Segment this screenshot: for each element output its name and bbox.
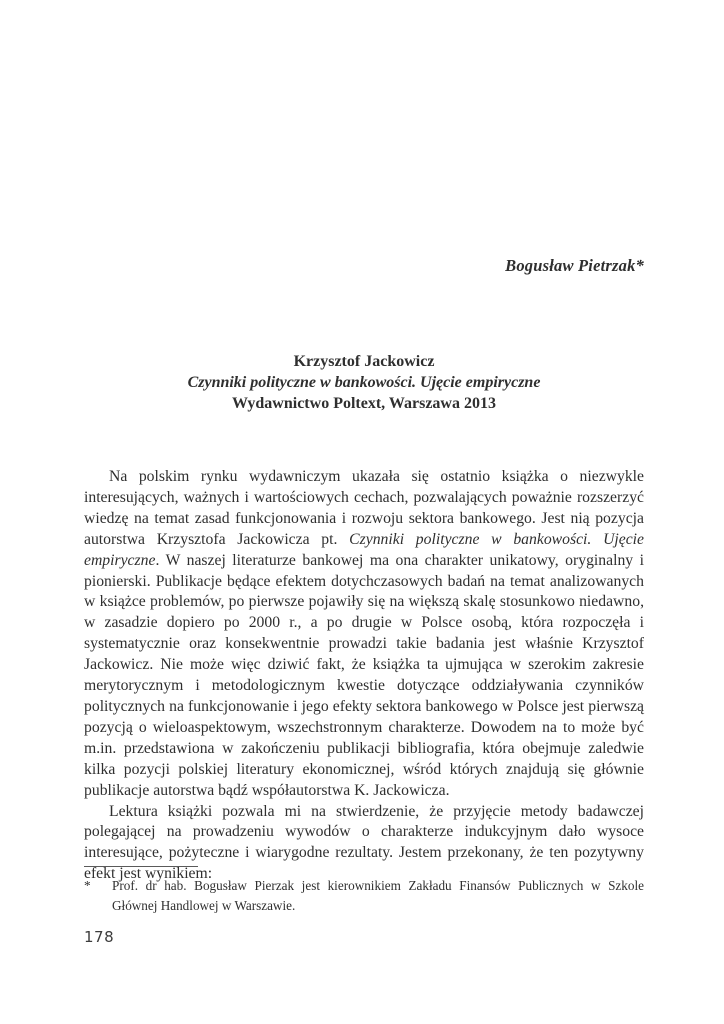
book-publisher: Wydawnictwo Poltext, Warszawa 2013 — [232, 395, 496, 412]
footnote-divider — [84, 866, 198, 867]
paragraph-2: Lektura książki pozwala mi na stwierdzenie, że przyjęcie metody badawczej polegającej na prowadzeniu wywodów o charakterze indukcyjnym dało wysoce interesujące, pożyteczne i wiarygodne rezultaty. Jestem przekonany, że ten pozytywny efekt jest wynikiem: — [84, 802, 644, 883]
page-number: 178 — [84, 928, 115, 946]
book-title: Czynniki polityczne w bankowości. Ujęcie empiryczne — [187, 374, 541, 391]
paragraph-1 — [84, 467, 644, 802]
footnote — [84, 876, 644, 916]
paragraph-1-book-title-italic: Czynniki polityczne w bankowości. Ujęcie empiryczne — [84, 530, 644, 569]
paragraph-1-text-before: Na polskim rynku wydawniczym ukazała się ostatnio książka o niezwykle interesujących, ważnych i wartościowych cechach, pozwalających poważnie rozszerzyć wiedzę na temat zasad funkcjonowania i rozwoju sektora bankowego. Jest nią pozycja autorstwa Krzysztofa Jackowicza pt. — [84, 468, 644, 548]
paragraph-1-text-after: . W naszej literaturze bankowej ma ona charakter unikatowy, oryginalny i pionierski. Publikacje będące efektem dotychczasowych badań na temat analizowanych w książce problemów, po pierwsze pojawiły się na większą skalę stosunkowo niedawno, w zasadzie dopiero po 2000 r., a po drugie w Polsce osobą, która rozpoczęła i systematycznie oraz konsekwentnie prowadzi takie badania jest właśnie Krzysztof Jackowicz. Nie może więc dziwić fakt, że książka ta ujmująca w szerokim zakresie merytorycznym i metodologicznym kwestie dotyczące oddziaływania czynników politycznych na funkcjonowanie i jego efekty sektora bankowego w Polsce jest pierwszą pozycją o wieloaspektowym, wszechstronnym charakterze. Dowodem na to może być m.in. przedstawiona w zakończeniu publikacji bibliografia, która obejmuje zaledwie kilka pozycji polskiej literatury ekonomicznej, wśród których znajdują się głównie publikacje autorstwa bądź współautorstwa K. Jackowicza. — [84, 551, 644, 799]
reviewer-name: Bogusław Pietrzak* — [505, 256, 644, 275]
book-author: Krzysztof Jackowicz — [293, 353, 435, 370]
footnote-marker: * — [84, 878, 91, 893]
footnote-text: Prof. dr hab. Bogusław Pierzak jest kierownikiem Zakładu Finansów Publicznych w Szkole Głównej Handlowej w Warszawie. — [112, 878, 644, 913]
book-heading-block — [64, 351, 664, 414]
review-body — [84, 467, 644, 885]
